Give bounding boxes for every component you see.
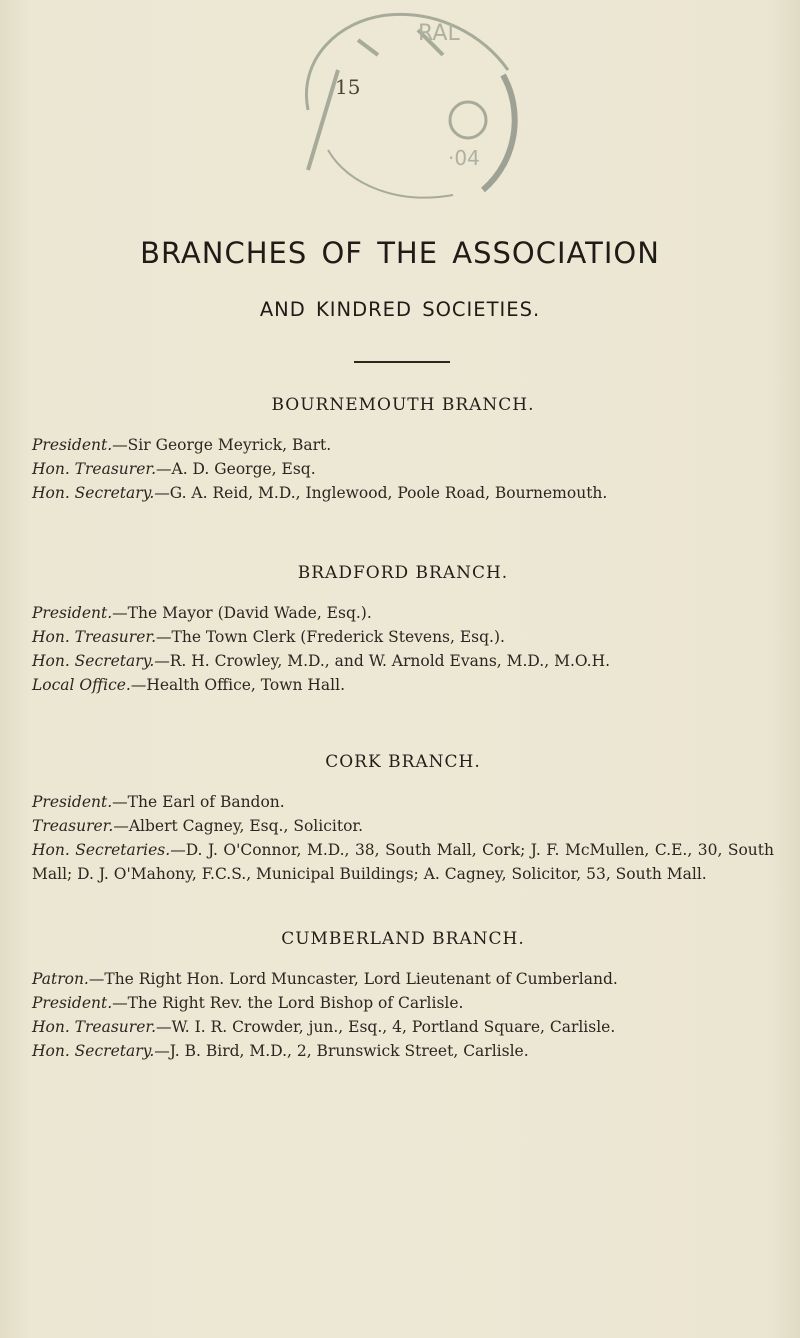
- branch-entry: [32, 601, 774, 625]
- page-title: BRANCHES OF THE ASSOCIATION: [140, 236, 660, 270]
- entry-role: Local Office.: [32, 676, 131, 694]
- branch-bournemouth: [32, 395, 774, 505]
- entry-text: —The Right Hon. Lord Muncaster, Lord Lieutenant of Cumberland.: [88, 970, 618, 988]
- branch-entry: [32, 790, 774, 814]
- entry-text: —Sir George Meyrick, Bart.: [112, 436, 332, 454]
- entry-text: —R. H. Crowley, M.D., and W. Arnold Evans, M.D., M.O.H.: [154, 652, 611, 670]
- branch-entry: [32, 1015, 774, 1039]
- entry-text: —The Town Clerk (Frederick Stevens, Esq.).: [156, 628, 505, 646]
- branch-entry: [32, 433, 774, 457]
- branch-entry: [32, 814, 774, 838]
- entry-role: Patron.: [32, 970, 89, 988]
- divider: [354, 361, 450, 363]
- entry-role: President.: [32, 436, 113, 454]
- branch-entry: [32, 991, 774, 1015]
- entry-text: —J. B. Bird, M.D., 2, Brunswick Street, Carlisle.: [154, 1042, 529, 1060]
- entry-text: —Albert Cagney, Esq., Solicitor.: [113, 817, 364, 835]
- entry-role: Hon. Secretary.: [32, 652, 155, 670]
- entry-role: Hon. Treasurer.: [32, 628, 156, 646]
- entry-role: Hon. Treasurer.: [32, 1018, 156, 1036]
- branch-heading: CUMBERLAND BRANCH.: [281, 929, 525, 949]
- branch-entry: [32, 625, 774, 649]
- entry-text: —A. D. George, Esq.: [156, 460, 316, 478]
- branch-entry: [32, 457, 774, 481]
- entry-role: Hon. Treasurer.: [32, 460, 156, 478]
- svg-text:·04: ·04: [448, 146, 480, 170]
- entry-text: —The Mayor (David Wade, Esq.).: [112, 604, 372, 622]
- entry-text: —The Right Rev. the Lord Bishop of Carlisle.: [112, 994, 464, 1012]
- branch-heading: BRADFORD BRANCH.: [297, 563, 509, 583]
- entry-text: —The Earl of Bandon.: [112, 793, 285, 811]
- entry-role: President.: [32, 793, 113, 811]
- branch-bradford: [32, 563, 774, 697]
- page-subtitle: AND KINDRED SOCIETIES.: [259, 298, 541, 321]
- entry-role: President.: [32, 994, 113, 1012]
- library-stamp-icon: [268, 0, 538, 215]
- entry-text: —D. J. O'Connor, M.D., 38, South Mall, Cork; J. F. McMullen, C.E., 30, South Mall; D. J. O'Mahony, F.C.S., Municipal Buildings; A. Cagney, Solicitor, 53, South Mall.: [32, 841, 774, 883]
- branch-cumberland: [32, 929, 774, 1063]
- branch-entry: [32, 838, 774, 886]
- branch-entry: [32, 967, 774, 991]
- entry-role: Hon. Secretary.: [32, 1042, 155, 1060]
- branch-entry: [32, 673, 774, 697]
- branch-entry: [32, 481, 774, 505]
- entry-text: —Health Office, Town Hall.: [130, 676, 346, 694]
- entry-text: —W. I. R. Crowder, jun., Esq., 4, Portland Square, Carlisle.: [156, 1018, 616, 1036]
- branch-heading: CORK BRANCH.: [325, 752, 481, 772]
- branch-heading: BOURNEMOUTH BRANCH.: [271, 395, 535, 415]
- page-number: 15: [335, 75, 361, 99]
- entry-role: President.: [32, 604, 113, 622]
- entry-text: —G. A. Reid, M.D., Inglewood, Poole Road, Bournemouth.: [154, 484, 608, 502]
- entry-role: Treasurer.: [32, 817, 114, 835]
- branch-cork: [32, 752, 774, 886]
- svg-text:RAL: RAL: [418, 21, 460, 46]
- entry-role: Hon. Secretaries.: [32, 841, 171, 859]
- branch-entry: [32, 1039, 774, 1063]
- entry-role: Hon. Secretary.: [32, 484, 155, 502]
- branch-entry: [32, 649, 774, 673]
